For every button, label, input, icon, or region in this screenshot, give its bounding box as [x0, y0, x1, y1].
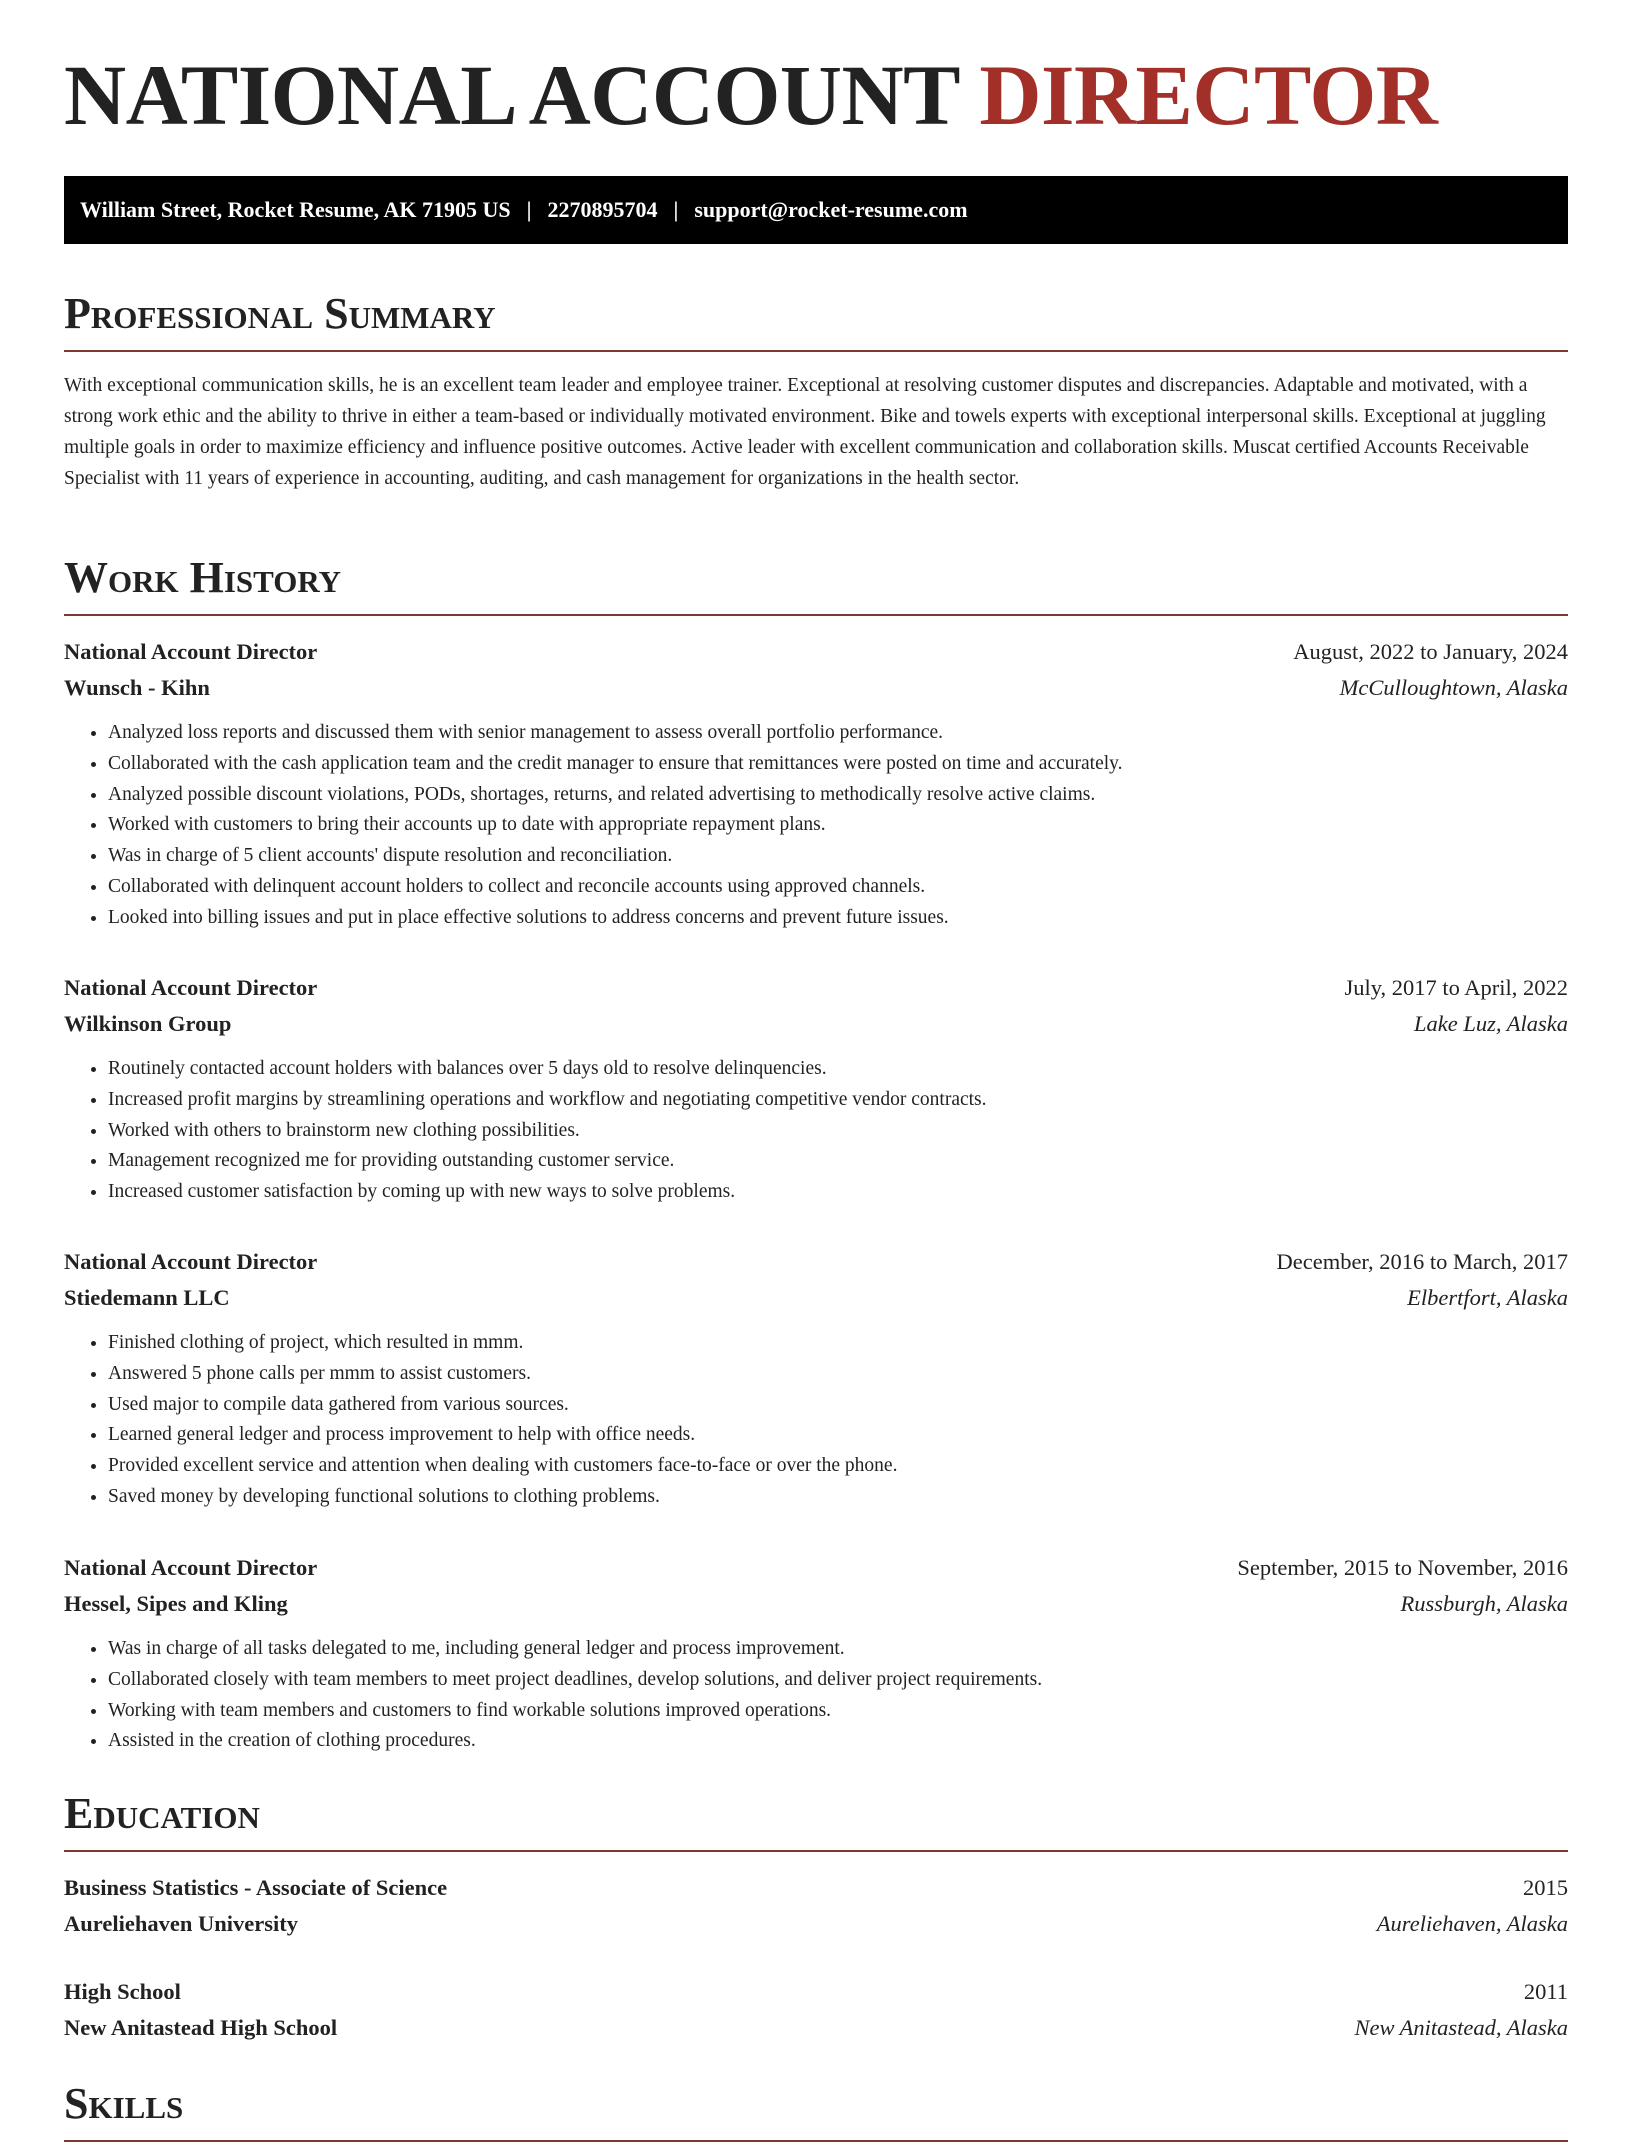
section-heading-education: Education — [64, 1792, 1568, 1852]
education-subheader — [64, 1906, 1568, 1942]
job-company: Wilkinson Group — [64, 1011, 232, 1036]
job-bullets — [64, 1328, 1568, 1513]
job-bullet: • Used major to compile data gathered from various sources. — [108, 1390, 1568, 1421]
education-header — [64, 1974, 1568, 2010]
contact-separator: | — [526, 197, 532, 222]
job-bullets — [64, 1054, 1568, 1208]
job-bullet: • Routinely contacted account holders with balances over 5 days old to resolve delinquencies. — [108, 1054, 1568, 1085]
section-heading-summary: Professional Summary — [64, 292, 1568, 352]
job-bullet: • Looked into billing issues and put in place effective solutions to address concerns and prevent future issues. — [108, 903, 1568, 934]
job-bullet: • Was in charge of all tasks delegated to me, including general ledger and process improvement. — [108, 1634, 1568, 1665]
job-bullets — [64, 718, 1568, 934]
education-year: 2011 — [1523, 1979, 1568, 2004]
job-subheader — [64, 670, 1568, 706]
section-heading-work: Work History — [64, 556, 1568, 616]
education-year: 2015 — [1523, 1875, 1568, 1900]
job-header — [64, 634, 1568, 670]
job-bullet: • Increased customer satisfaction by coming up with new ways to solve problems. — [108, 1177, 1568, 1208]
job-location: Elbertfort, Alaska — [1407, 1285, 1568, 1310]
job-entry — [64, 634, 1568, 934]
job-subheader — [64, 1280, 1568, 1316]
job-bullet: • Working with team members and customers to find workable solutions improved operations. — [108, 1696, 1568, 1727]
job-bullet: • Increased profit margins by streamlining operations and workflow and negotiating competitive vendor contracts. — [108, 1085, 1568, 1116]
job-subheader — [64, 1586, 1568, 1622]
job-dates: July, 2017 to April, 2022 — [1344, 975, 1568, 1000]
education-location: Aureliehaven, Alaska — [1376, 1911, 1568, 1936]
job-company: Wunsch - Kihn — [64, 675, 210, 700]
job-company: Hessel, Sipes and Kling — [64, 1591, 288, 1616]
job-bullet: • Collaborated with the cash application team and the credit manager to ensure that remittances were posted on time and accurately. — [108, 749, 1568, 780]
education-header — [64, 1870, 1568, 1906]
job-bullet: • Analyzed loss reports and discussed them with senior management to assess overall portfolio performance. — [108, 718, 1568, 749]
job-bullet: • Collaborated with delinquent account holders to collect and reconcile accounts using approved channels. — [108, 872, 1568, 903]
job-bullet: • Management recognized me for providing outstanding customer service. — [108, 1146, 1568, 1177]
contact-address: William Street, Rocket Resume, AK 71905 US — [80, 197, 511, 222]
job-dates: December, 2016 to March, 2017 — [1276, 1249, 1568, 1274]
job-bullet: • Worked with customers to bring their accounts up to date with appropriate repayment plans. — [108, 810, 1568, 841]
job-role: National Account Director — [64, 639, 318, 664]
job-bullet: • Finished clothing of project, which resulted in mmm. — [108, 1328, 1568, 1359]
job-entry — [64, 970, 1568, 1208]
job-bullet: • Collaborated closely with team members to meet project deadlines, develop solutions, and deliver project requirements. — [108, 1665, 1568, 1696]
job-dates: August, 2022 to January, 2024 — [1293, 639, 1568, 664]
job-header — [64, 970, 1568, 1006]
job-role: National Account Director — [64, 1555, 318, 1580]
contact-separator: | — [673, 197, 679, 222]
education-degree: Business Statistics - Associate of Science — [64, 1875, 448, 1900]
job-bullet: • Saved money by developing functional solutions to clothing problems. — [108, 1482, 1568, 1513]
job-bullet: • Worked with others to brainstorm new clothing possibilities. — [108, 1116, 1568, 1147]
job-subheader — [64, 1006, 1568, 1042]
job-entry — [64, 1550, 1568, 1757]
job-bullet: • Learned general ledger and process improvement to help with office needs. — [108, 1420, 1568, 1451]
education-entry — [64, 1870, 1568, 1942]
job-bullet: • Was in charge of 5 client accounts' dispute resolution and reconciliation. — [108, 841, 1568, 872]
job-location: Lake Luz, Alaska — [1414, 1011, 1568, 1036]
title-accent: DIRECTOR — [979, 47, 1438, 143]
job-role: National Account Director — [64, 1249, 318, 1274]
job-bullet: • Answered 5 phone calls per mmm to assist customers. — [108, 1359, 1568, 1390]
title-main: NATIONAL ACCOUNT — [64, 47, 959, 143]
contact-phone: 2270895704 — [547, 197, 658, 222]
job-company: Stiedemann LLC — [64, 1285, 230, 1310]
education-entry — [64, 1974, 1568, 2046]
education-degree: High School — [64, 1979, 181, 2004]
education-school: Aureliehaven University — [64, 1911, 298, 1936]
job-bullet: • Provided excellent service and attention when dealing with customers face-to-face or over the phone. — [108, 1451, 1568, 1482]
page-title — [64, 47, 1438, 143]
job-location: Russburgh, Alaska — [1400, 1591, 1568, 1616]
job-dates: September, 2015 to November, 2016 — [1237, 1555, 1568, 1580]
job-header — [64, 1550, 1568, 1586]
job-header — [64, 1244, 1568, 1280]
section-heading-skills: Skills — [64, 2082, 1568, 2142]
education-location: New Anitastead, Alaska — [1354, 2015, 1568, 2040]
job-entry — [64, 1244, 1568, 1513]
job-role: National Account Director — [64, 975, 318, 1000]
contact-email: support@rocket-resume.com — [694, 197, 968, 222]
job-location: McCulloughtown, Alaska — [1339, 675, 1568, 700]
job-bullet: • Assisted in the creation of clothing procedures. — [108, 1726, 1568, 1757]
job-bullets — [64, 1634, 1568, 1757]
education-school: New Anitastead High School — [64, 2015, 338, 2040]
job-bullet: • Analyzed possible discount violations, PODs, shortages, returns, and related advertising to methodically resolve active claims. — [108, 780, 1568, 811]
education-subheader — [64, 2010, 1568, 2046]
summary-text: With exceptional communication skills, he is an excellent team leader and employee trainer. Exceptional at resolving customer disputes and discrepancies. Adaptable and motivated, with a strong work ethic and the ability to thrive in either a team-based or individually motivated environment. Bike and towels experts with exceptional interpersonal skills. Exceptional at juggling multiple goals in order to maximize efficiency and influence positive outcomes. Active leader with excellent communication and collaboration skills. Muscat certified Accounts Receivable Specialist with 11 years of experience in accounting, auditing, and cash management for organizations in the health sector. — [64, 375, 1546, 489]
contact-bar — [64, 176, 1568, 244]
